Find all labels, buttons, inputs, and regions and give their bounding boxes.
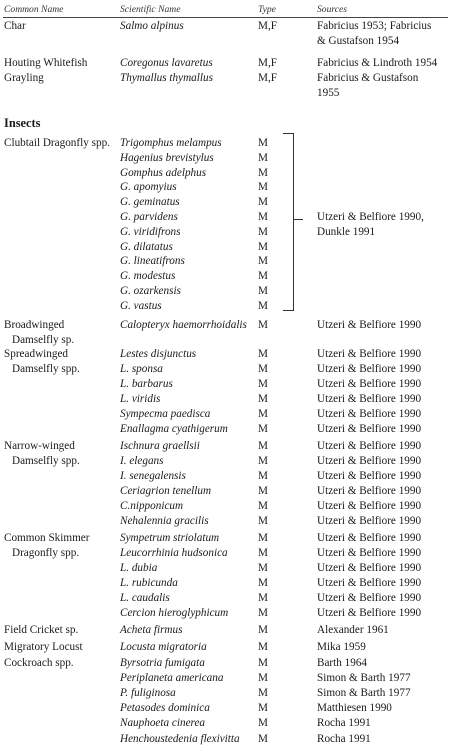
type-cell: M xyxy=(258,440,268,452)
type-cell: M xyxy=(258,657,268,669)
type-cell: M xyxy=(258,319,268,331)
scientific-name: Thymallus thymallus xyxy=(120,72,213,84)
scientific-name: Sympecma paedisca xyxy=(120,408,211,420)
type-cell: M xyxy=(258,408,268,420)
source-cell: Utzeri & Belfiore 1990 xyxy=(317,440,422,452)
scientific-name: Gomphus adelphus xyxy=(120,166,207,179)
type-cell: M xyxy=(258,532,268,544)
source-cell: Utzeri & Belfiore 1990 xyxy=(317,562,422,574)
source-cell: Utzeri & Belfiore 1990 xyxy=(317,378,422,390)
type-cell: M xyxy=(258,515,268,527)
scientific-name: Trigomphus melampus xyxy=(120,137,222,149)
type-cell: M xyxy=(258,137,268,149)
scientific-name: Nehalennia gracilis xyxy=(120,515,209,527)
type-cell: M xyxy=(258,423,268,435)
source-cell: Utzeri & Belfiore 1990 xyxy=(317,423,422,435)
source-cell: Utzeri & Belfiore 1990 xyxy=(317,607,422,619)
type-cell: M xyxy=(258,270,268,283)
scientific-name: L. dubia xyxy=(120,562,158,574)
scientific-name: Coregonus lavaretus xyxy=(120,57,213,69)
type-cell: M xyxy=(258,240,268,253)
type-cell: M xyxy=(258,363,268,375)
source-cell: Simon & Barth 1977 xyxy=(317,672,411,684)
source-cell: Utzeri & Belfiore 1990 xyxy=(317,500,422,512)
scientific-name: Petasodes dominica xyxy=(120,702,210,714)
type-cell: M xyxy=(258,607,268,619)
type-cell: M xyxy=(258,624,268,636)
source-cell: Utzeri & Belfiore 1990 xyxy=(317,455,422,467)
common-name: Damselfly spp. xyxy=(12,363,80,375)
common-name: Houting Whitefish xyxy=(4,57,88,69)
source-cell: Alexander 1961 xyxy=(317,624,389,636)
scientific-name: G. lineatifrons xyxy=(120,255,185,268)
scientific-name: Ischnura graellsii xyxy=(120,440,200,452)
type-cell: M xyxy=(258,393,268,405)
common-name: Clubtail Dragonfly spp. xyxy=(4,137,110,149)
scientific-name: Lestes disjunctus xyxy=(120,348,197,360)
common-name: Damselfly sp. xyxy=(12,334,75,346)
source-cell: Utzeri & Belfiore 1990 xyxy=(317,515,422,527)
common-name: Grayling xyxy=(4,72,44,84)
scientific-name: L. rubicunda xyxy=(120,577,178,589)
source-cell: Utzeri & Belfiore 1990 xyxy=(317,408,422,420)
common-name: Common Skimmer xyxy=(4,532,90,544)
source-cell: Utzeri & Belfiore 1990 xyxy=(317,348,422,360)
header-scientific-name: Scientific Name xyxy=(120,4,181,15)
scientific-name: I. elegans xyxy=(120,455,164,467)
source-cell: Utzeri & Belfiore 1990 xyxy=(317,485,422,497)
type-cell: M,F xyxy=(258,57,277,69)
source-cell: Utzeri & Belfiore 1990 xyxy=(317,547,422,559)
type-cell: M xyxy=(258,225,268,238)
scientific-name: Byrsotria fumigata xyxy=(120,657,205,669)
scientific-name: Ceriagrion tenellum xyxy=(120,485,212,497)
clubtail-source-line-1: Utzeri & Belfiore 1990, xyxy=(317,211,424,223)
source-cell: Utzeri & Belfiore 1990 xyxy=(317,577,422,589)
type-cell: M xyxy=(258,470,268,482)
scientific-name: L. sponsa xyxy=(120,363,163,375)
source-cell: Fabricius & Lindroth 1954 xyxy=(317,57,438,69)
common-name: Narrow-winged xyxy=(4,440,75,452)
scientific-name: G. geminatus xyxy=(120,196,180,209)
type-cell: M xyxy=(258,547,268,559)
type-cell: M xyxy=(258,702,268,714)
scientific-name: G. apomyius xyxy=(120,181,177,194)
common-name: Field Cricket sp. xyxy=(4,624,79,636)
type-cell: M xyxy=(258,285,268,297)
scientific-name: Enallagma cyathigerum xyxy=(120,423,228,435)
common-name: Spreadwinged xyxy=(4,348,69,360)
common-name: Cockroach spp. xyxy=(4,657,74,669)
source-cell: Mika 1959 xyxy=(317,641,366,653)
scientific-name: G. modestus xyxy=(120,270,176,283)
type-cell: M xyxy=(258,151,268,164)
clubtail-source-line-2: Dunkle 1991 xyxy=(317,226,376,238)
source-cell: Barth 1964 xyxy=(317,657,368,669)
type-cell: M xyxy=(258,299,268,312)
source-cell: Utzeri & Belfiore 1990 xyxy=(317,470,422,482)
type-cell: M,F xyxy=(258,72,277,84)
source-cell: Utzeri & Belfiore 1990 xyxy=(317,393,422,405)
header-common-name: Common Name xyxy=(4,4,64,15)
source-bracket xyxy=(283,133,294,311)
scientific-name: Cercion hieroglyphicum xyxy=(120,607,229,619)
type-cell: M xyxy=(258,717,268,729)
common-name: Dragonfly spp. xyxy=(12,547,80,559)
type-cell: M xyxy=(258,672,268,684)
source-cell: & Gustafson 1954 xyxy=(317,35,400,47)
source-cell: Rocha 1991 xyxy=(317,717,371,729)
type-cell: M xyxy=(258,500,268,512)
type-cell: M xyxy=(258,592,268,604)
source-cell: Rocha 1991 xyxy=(317,733,371,745)
source-cell: 1955 xyxy=(317,87,340,99)
scientific-name: Hagenius brevistylus xyxy=(120,151,214,164)
scientific-name: C.nipponicum xyxy=(120,500,184,512)
scientific-name: L. viridis xyxy=(120,393,161,405)
source-cell: Matthiesen 1990 xyxy=(317,702,392,714)
source-cell: Utzeri & Belfiore 1990 xyxy=(317,319,422,331)
scientific-name: I. senegalensis xyxy=(120,470,186,482)
section-title: Insects xyxy=(4,116,41,130)
common-name: Migratory Locust xyxy=(4,641,83,653)
common-name: Char xyxy=(4,20,26,32)
header-type: Type xyxy=(258,4,276,15)
type-cell: M xyxy=(258,733,268,745)
scientific-name: G. vastus xyxy=(120,299,162,312)
scientific-name: L. barbarus xyxy=(120,378,173,390)
source-cell: Utzeri & Belfiore 1990 xyxy=(317,592,422,604)
type-cell: M xyxy=(258,196,268,209)
type-cell: M,F xyxy=(258,20,277,32)
type-cell: M xyxy=(258,562,268,574)
scientific-name: Calopteryx haemorrhoidalis xyxy=(120,319,247,331)
type-cell: M xyxy=(258,348,268,360)
type-cell: M xyxy=(258,485,268,497)
type-cell: M xyxy=(258,211,268,223)
scientific-name: Sympetrum striolatum xyxy=(120,532,220,544)
source-cell: Fabricius 1953; Fabricius xyxy=(317,20,432,32)
scientific-name: G. ozarkensis xyxy=(120,285,181,297)
scientific-name: L. caudalis xyxy=(120,592,170,604)
scientific-name: Leucorrhinia hudsonica xyxy=(120,547,228,559)
type-cell: M xyxy=(258,181,268,194)
header-sources: Sources xyxy=(317,4,348,15)
scientific-name: G. dilatatus xyxy=(120,240,173,253)
type-cell: M xyxy=(258,641,268,653)
source-cell: Fabricius & Gustafson xyxy=(317,72,419,84)
type-cell: M xyxy=(258,687,268,699)
source-cell: Simon & Barth 1977 xyxy=(317,687,411,699)
type-cell: M xyxy=(258,255,268,268)
type-cell: M xyxy=(258,455,268,467)
common-name: Damselfly spp. xyxy=(12,455,80,467)
common-name: Broadwinged xyxy=(4,319,65,331)
type-cell: M xyxy=(258,166,268,179)
scientific-name: P. fuliginosa xyxy=(120,687,176,699)
header-rule xyxy=(3,17,448,18)
scientific-name: Salmo alpinus xyxy=(120,20,184,32)
scientific-name: Locusta migratoria xyxy=(120,641,207,653)
type-cell: M xyxy=(258,378,268,390)
type-cell: M xyxy=(258,577,268,589)
scientific-name: Henchoustedenia flexivitta xyxy=(120,733,240,745)
source-cell: Utzeri & Belfiore 1990 xyxy=(317,532,422,544)
scientific-name: Nauphoeta cinerea xyxy=(120,717,206,729)
scientific-name: Periplaneta americana xyxy=(120,672,224,684)
scientific-name: G. viridifrons xyxy=(120,225,181,238)
scientific-name: Acheta firmus xyxy=(120,624,183,636)
bracket-tick xyxy=(293,219,303,220)
source-cell: Utzeri & Belfiore 1990 xyxy=(317,363,422,375)
scientific-name: G. parvidens xyxy=(120,211,178,223)
